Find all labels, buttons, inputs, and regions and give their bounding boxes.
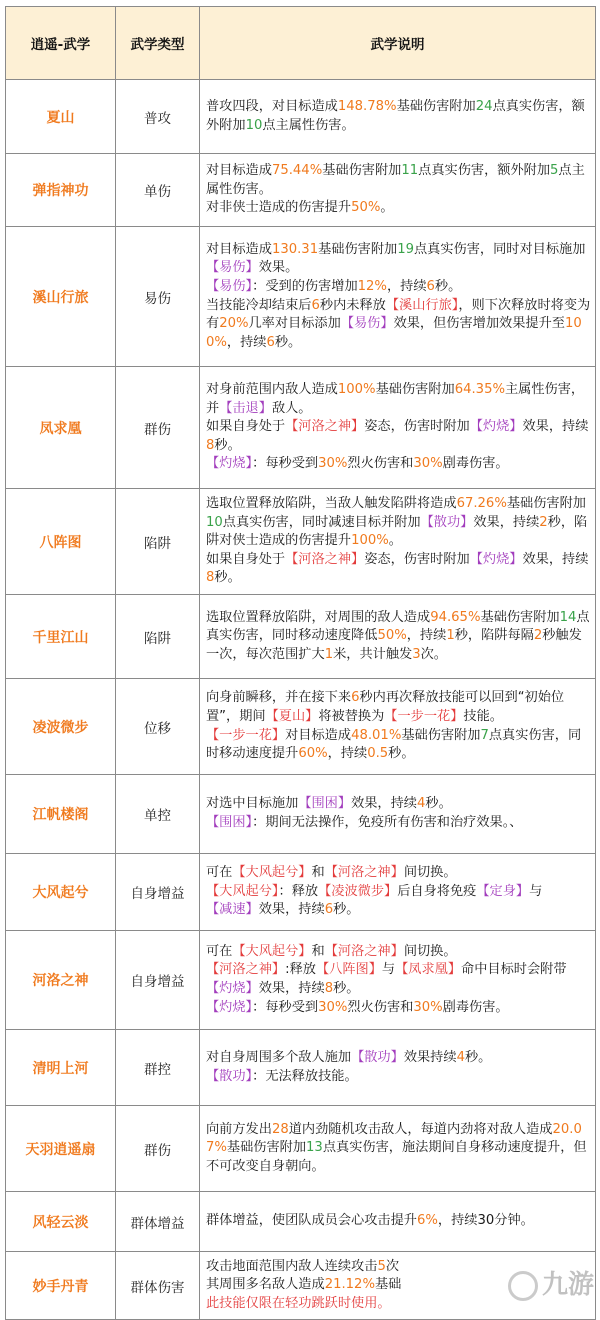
description-segment: 其周围多名敌人造成 [206, 1277, 325, 1293]
description-line [206, 241, 591, 278]
description-segment: 100% [337, 382, 376, 398]
skill-type: 陷阱 [116, 595, 200, 679]
description-segment: 如果自身处于 [206, 551, 286, 567]
description-segment: 效果，但伤害增加效果提升至 [393, 316, 565, 332]
description-segment: 秒。 [464, 1049, 492, 1065]
description-segment: 点主属性伤害。 [206, 163, 585, 197]
description-segment: ：释放 [278, 883, 319, 899]
description-segment: 秒。 [333, 981, 360, 996]
description-segment: 可在 [206, 865, 233, 881]
skill-name: 河洛之神 [6, 931, 116, 1030]
description-segment: 8 [206, 437, 215, 453]
description-segment: 【围困】 [206, 815, 253, 830]
description-line [206, 795, 591, 814]
description-segment: 后自身将免疫 [397, 883, 477, 899]
description-line [206, 864, 591, 883]
skill-name: 妙手丹青 [6, 1252, 116, 1320]
description-segment: 【河洛之神】 [285, 419, 365, 435]
description-segment: 效果，持续 [473, 514, 540, 530]
description-segment: 30% [413, 456, 443, 472]
description-segment: 点真实伤害，同时移动速度降低 [206, 609, 590, 644]
description-segment: ：受到的伤害增加 [252, 278, 358, 294]
skill-name: 溪山行旅 [6, 227, 116, 367]
description-segment: 效果，持续 [258, 981, 325, 996]
description-segment: 【凌波微步】 [318, 883, 398, 899]
skill-description [200, 931, 596, 1030]
description-segment: 次。 [420, 646, 447, 662]
description-segment: 30% [413, 999, 443, 1015]
description-segment: 8 [324, 981, 334, 996]
description-segment: 【灼烧】 [206, 999, 253, 1015]
description-segment: 敌人。 [271, 400, 312, 416]
description-segment: 几率对目标添加 [248, 316, 341, 332]
description-segment: 【散功】 [206, 1068, 253, 1084]
description-segment: 1 [446, 628, 455, 644]
description-segment: 此技能仅限在轻功跳跃时使用。 [206, 1295, 391, 1311]
description-segment: 秒触发一次，每次范围扩大 [206, 628, 582, 662]
description-segment: 基础伤害附加 [396, 98, 476, 114]
skill-description [200, 1106, 596, 1192]
skill-type: 位移 [116, 679, 200, 775]
description-segment: 剧毒伤害。 [442, 456, 509, 472]
description-segment: 6 [311, 297, 320, 313]
description-segment: 对选中目标施加 [206, 796, 299, 812]
skill-description [200, 775, 596, 854]
description-segment: 对身前范围内敌人造成 [206, 382, 338, 398]
description-segment: 64.35% [454, 382, 505, 398]
skill-name: 夏山 [6, 80, 116, 154]
description-segment: 28 [271, 1121, 289, 1137]
table-row [6, 854, 596, 931]
description-segment: 基础伤害附加 [480, 609, 560, 625]
description-segment: 20% [219, 316, 249, 332]
description-segment: 基础 [374, 1277, 402, 1293]
description-segment: 0.5 [367, 746, 389, 762]
description-segment: 【大风起兮】 [206, 883, 279, 899]
description-line [206, 999, 591, 1018]
table-row [6, 154, 596, 227]
description-segment: 6 [426, 278, 435, 294]
description-segment: 94.65% [430, 609, 481, 625]
description-segment: 5 [377, 1258, 386, 1274]
description-segment: 【溪山行旅】 [385, 297, 459, 313]
skill-description [200, 154, 596, 227]
description-segment: 与 [381, 962, 396, 978]
watermark-text: 九游 [541, 1270, 594, 1300]
description-line [206, 1212, 591, 1231]
description-segment: 群体增益，使团队成员会心攻击提升 [206, 1213, 417, 1229]
skill-name: 天羽逍遥扇 [6, 1106, 116, 1192]
description-segment: 10 [206, 514, 223, 530]
description-segment: 13 [306, 1140, 323, 1156]
skill-description [200, 1030, 596, 1106]
description-segment: 12% [357, 278, 387, 294]
description-segment: 秒内再次释放技能可以回到“初始位置”，期间 [206, 690, 565, 724]
skill-description [200, 367, 596, 489]
description-segment: 48.01% [351, 727, 402, 743]
description-segment: 如果自身处于 [206, 419, 286, 435]
description-segment: 【散功】 [420, 514, 474, 530]
description-segment: 点真实伤害，额外附加 [206, 98, 585, 133]
description-segment: 6 [324, 902, 334, 918]
description-segment: 秒。 [388, 746, 415, 762]
description-segment: 100% [351, 533, 389, 549]
description-segment: 8 [206, 570, 215, 586]
skill-table [5, 6, 596, 1320]
description-line [206, 1068, 591, 1087]
description-segment: 与 [529, 883, 543, 899]
header-type: 武学类型 [116, 7, 200, 80]
description-segment: 烈火伤害和 [347, 456, 414, 472]
skill-name: 八阵图 [6, 489, 116, 595]
description-segment: 7 [480, 727, 489, 743]
description-segment: 100% [206, 316, 582, 350]
description-segment: 【灼烧】 [469, 419, 523, 435]
skill-type: 群伤 [116, 1106, 200, 1192]
description-segment: 2 [533, 628, 543, 644]
skill-name: 风轻云淡 [6, 1192, 116, 1252]
description-segment: 对非侠士造成的伤害提升 [206, 200, 352, 216]
description-segment: 【灼烧】 [206, 981, 259, 996]
description-segment: 【八阵图】 [315, 962, 382, 978]
description-segment: 和 [311, 943, 325, 959]
description-segment: 基础伤害附加 [318, 241, 398, 257]
table-row [6, 775, 596, 854]
description-segment: 点真实伤害，额外附加 [418, 163, 551, 179]
description-segment: 道内劲随机攻击敌人，每道内劲将对敌人造成 [288, 1121, 553, 1137]
description-line [206, 455, 591, 474]
header-row [6, 7, 596, 80]
description-line [206, 162, 591, 199]
description-segment: 【易伤】 [206, 260, 259, 276]
description-segment: 【河洛之神】 [285, 551, 365, 567]
description-segment: 效果，持续 [522, 419, 589, 435]
description-segment: 50% [351, 200, 381, 216]
table-row [6, 489, 596, 595]
description-line [206, 689, 591, 726]
description-segment: 6% [417, 1213, 438, 1229]
skill-type: 普攻 [116, 80, 200, 154]
description-segment: 6 [266, 334, 275, 350]
description-line [206, 418, 591, 455]
table-row [6, 1106, 596, 1192]
description-segment: 130.31 [271, 241, 319, 257]
description-segment: 秒。 [434, 278, 462, 294]
skill-type: 群控 [116, 1030, 200, 1106]
description-segment: 60% [298, 746, 328, 762]
watermark [504, 1265, 594, 1305]
skill-type: 自身增益 [116, 854, 200, 931]
description-segment: 秒。 [214, 437, 241, 453]
description-line [206, 297, 591, 353]
table-row [6, 1030, 596, 1106]
skill-name: 江帆楼阁 [6, 775, 116, 854]
description-segment: 对自身周围多个敌人施加 [206, 1049, 352, 1065]
description-segment: 20.07% [206, 1121, 582, 1156]
description-segment: 30% [318, 999, 348, 1015]
table-row [6, 80, 596, 154]
skill-table-body [6, 80, 596, 1320]
skill-name: 凌波微步 [6, 679, 116, 775]
description-segment: 对目标造成 [206, 163, 272, 179]
description-segment: 【减速】 [206, 902, 259, 918]
description-segment: ，持续 [327, 746, 368, 762]
description-segment: 【击退】 [219, 400, 272, 416]
description-segment: 秒，陷阱对侠士造成的伤害提升 [206, 514, 588, 549]
table-row [6, 227, 596, 367]
description-segment: 4 [456, 1049, 465, 1065]
description-segment: ，持续30分钟。 [437, 1213, 534, 1229]
description-segment: 效果持续 [403, 1049, 457, 1065]
description-line [206, 551, 591, 588]
description-line [206, 943, 591, 962]
description-segment: ，持续 [226, 334, 267, 350]
description-segment: 主属性伤害，并 [206, 382, 585, 416]
description-segment: 【围困】 [298, 796, 352, 812]
table-row [6, 367, 596, 489]
description-segment: ，持续 [406, 628, 447, 644]
description-line [206, 278, 591, 297]
skill-name: 弹指神功 [6, 154, 116, 227]
description-segment: 【大风起兮】 [232, 865, 312, 881]
description-segment: 【夏山】 [265, 708, 319, 724]
description-segment: 10 [245, 117, 263, 133]
description-segment: 将被替换为 [318, 708, 385, 724]
table-row [6, 931, 596, 1030]
description-segment: 【易伤】 [206, 278, 253, 294]
description-segment: 11 [401, 163, 419, 179]
description-segment: 【灼烧】 [206, 456, 253, 472]
description-segment: 。 [388, 533, 402, 549]
description-line [206, 883, 591, 920]
description-segment: 效果。 [258, 260, 299, 276]
description-segment: ：无法释放技能。 [252, 1068, 358, 1084]
table-row [6, 1192, 596, 1252]
description-segment: 米，共计触发 [333, 646, 413, 662]
description-segment: 14 [559, 609, 577, 625]
description-segment: 基础伤害附加 [322, 163, 402, 179]
description-segment: 秒。 [425, 796, 452, 812]
description-segment: 基础伤害附加 [375, 382, 455, 398]
description-segment: 75.44% [271, 163, 323, 179]
description-line [206, 727, 591, 764]
description-segment: ：每秒受到 [252, 456, 319, 472]
description-segment: 次 [385, 1258, 400, 1274]
description-segment: 间切换。 [403, 943, 457, 959]
description-segment: 秒。 [333, 902, 360, 918]
description-segment: 【河洛之神】 [324, 865, 404, 881]
description-segment: 秒。 [214, 570, 241, 586]
description-segment: 【河洛之神】 [206, 962, 286, 978]
description-segment: 效果，持续 [522, 551, 589, 567]
description-segment: 剧毒伤害。 [442, 999, 509, 1015]
description-segment: 姿态，伤害时附加 [364, 551, 470, 567]
description-segment: 【凤求凰】 [395, 962, 462, 978]
description-segment: ，则下次释放时将变为有 [206, 297, 591, 332]
description-line [206, 98, 591, 135]
description-segment: 19 [397, 241, 414, 257]
description-segment: 【河洛之神】 [324, 943, 404, 959]
description-segment: 。 [380, 200, 394, 216]
description-segment: 21.12% [324, 1277, 375, 1293]
skill-name: 凤求凰 [6, 367, 116, 489]
description-segment: 6 [351, 690, 360, 706]
description-segment: 67.26% [456, 496, 507, 512]
description-segment: 点真实伤害，同时减速目标并附加 [222, 514, 421, 530]
description-segment: 点真实伤害，施法期间自身移动速度提升，但不可改变自身朝向。 [206, 1140, 587, 1174]
description-segment: 烈火伤害和 [347, 999, 414, 1015]
skill-type: 单伤 [116, 154, 200, 227]
description-segment: :释放 [285, 962, 316, 978]
header-desc: 武学说明 [200, 7, 596, 80]
description-line [206, 814, 591, 833]
skill-name: 清明上河 [6, 1030, 116, 1106]
description-line [206, 1121, 591, 1177]
description-line [206, 495, 591, 551]
description-segment: 基础伤害附加 [401, 727, 481, 743]
description-segment: ：每秒受到 [252, 999, 319, 1015]
skill-name: 千里江山 [6, 595, 116, 679]
description-segment: 对目标造成 [285, 727, 352, 743]
description-segment: 可在 [206, 943, 233, 959]
description-segment: 3 [412, 646, 421, 662]
description-segment: 选取位置释放陷阱，对周围的敌人造成 [206, 609, 431, 625]
description-segment: 【易伤】 [340, 316, 394, 332]
description-segment: 命中目标时会附带 [461, 962, 567, 978]
watermark-logo-icon [508, 1271, 538, 1301]
description-segment: 5 [550, 163, 559, 179]
description-segment: 效果，持续 [351, 796, 417, 812]
description-segment: 间切换。 [403, 865, 457, 881]
skill-type: 易伤 [116, 227, 200, 367]
description-segment: 攻击地面范围内敌人连续攻击 [206, 1258, 378, 1274]
description-segment: 普攻四段，对目标造成 [206, 98, 338, 114]
description-segment: 【一步一花】 [206, 727, 286, 743]
description-segment: 技能。 [463, 708, 503, 724]
description-line [206, 1049, 591, 1068]
description-segment: 1 [324, 646, 334, 662]
description-line [206, 609, 591, 665]
description-segment: 【一步一花】 [384, 708, 464, 724]
table-row [6, 679, 596, 775]
skill-name: 大风起兮 [6, 854, 116, 931]
skill-type: 单控 [116, 775, 200, 854]
description-segment: ，持续 [386, 278, 427, 294]
description-segment: 效果，持续 [258, 902, 325, 918]
description-segment: 【散功】 [351, 1049, 404, 1065]
skill-description [200, 679, 596, 775]
description-segment: 选取位置释放陷阱，当敌人触发陷阱将造成 [206, 496, 457, 512]
description-line [206, 961, 591, 998]
description-segment: 基础伤害附加 [226, 1140, 307, 1156]
description-segment: 【大风起兮】 [232, 943, 312, 959]
description-segment: 【灼烧】 [469, 551, 523, 567]
skill-description [200, 80, 596, 154]
description-segment: 2 [539, 514, 548, 530]
description-segment: 秒。 [274, 334, 302, 350]
description-segment: 点主属性伤害。 [262, 117, 355, 133]
description-segment: 秒内未释放 [319, 297, 386, 313]
description-segment: 点真实伤害，同时对目标施加 [414, 241, 586, 257]
description-segment: 当技能冷却结束后 [206, 297, 312, 313]
skill-description [200, 1192, 596, 1252]
skill-description [200, 595, 596, 679]
description-segment: 50% [377, 628, 407, 644]
description-segment: 4 [417, 796, 426, 812]
description-line [206, 381, 591, 418]
description-segment: 向前方发出 [206, 1121, 272, 1137]
description-line [206, 199, 591, 218]
skill-type: 群体伤害 [116, 1252, 200, 1320]
skill-type: 群体增益 [116, 1192, 200, 1252]
skill-type: 群伤 [116, 367, 200, 489]
skill-description [200, 854, 596, 931]
description-segment: 148.78% [337, 98, 397, 114]
description-segment: ：期间无法操作，免疫所有伤害和治疗效果。、 [252, 815, 523, 830]
description-segment: 姿态，伤害时附加 [364, 419, 470, 435]
header-name: 逍遥-武学 [6, 7, 116, 80]
skill-type: 自身增益 [116, 931, 200, 1030]
table-row [6, 595, 596, 679]
description-segment: 30% [318, 456, 348, 472]
description-segment: 对目标造成 [206, 241, 272, 257]
description-segment: 24 [475, 98, 493, 114]
description-segment: 秒，陷阱每隔 [454, 628, 534, 644]
skill-description [200, 489, 596, 595]
description-segment: 基础伤害附加 [506, 496, 586, 512]
skill-type: 陷阱 [116, 489, 200, 595]
description-segment: 点真实伤害，同时移动速度提升 [206, 727, 582, 762]
description-segment: 和 [311, 865, 325, 881]
skill-description [200, 227, 596, 367]
description-segment: 【定身】 [476, 883, 530, 899]
description-segment: 向身前瞬移，并在接下来 [206, 690, 352, 706]
